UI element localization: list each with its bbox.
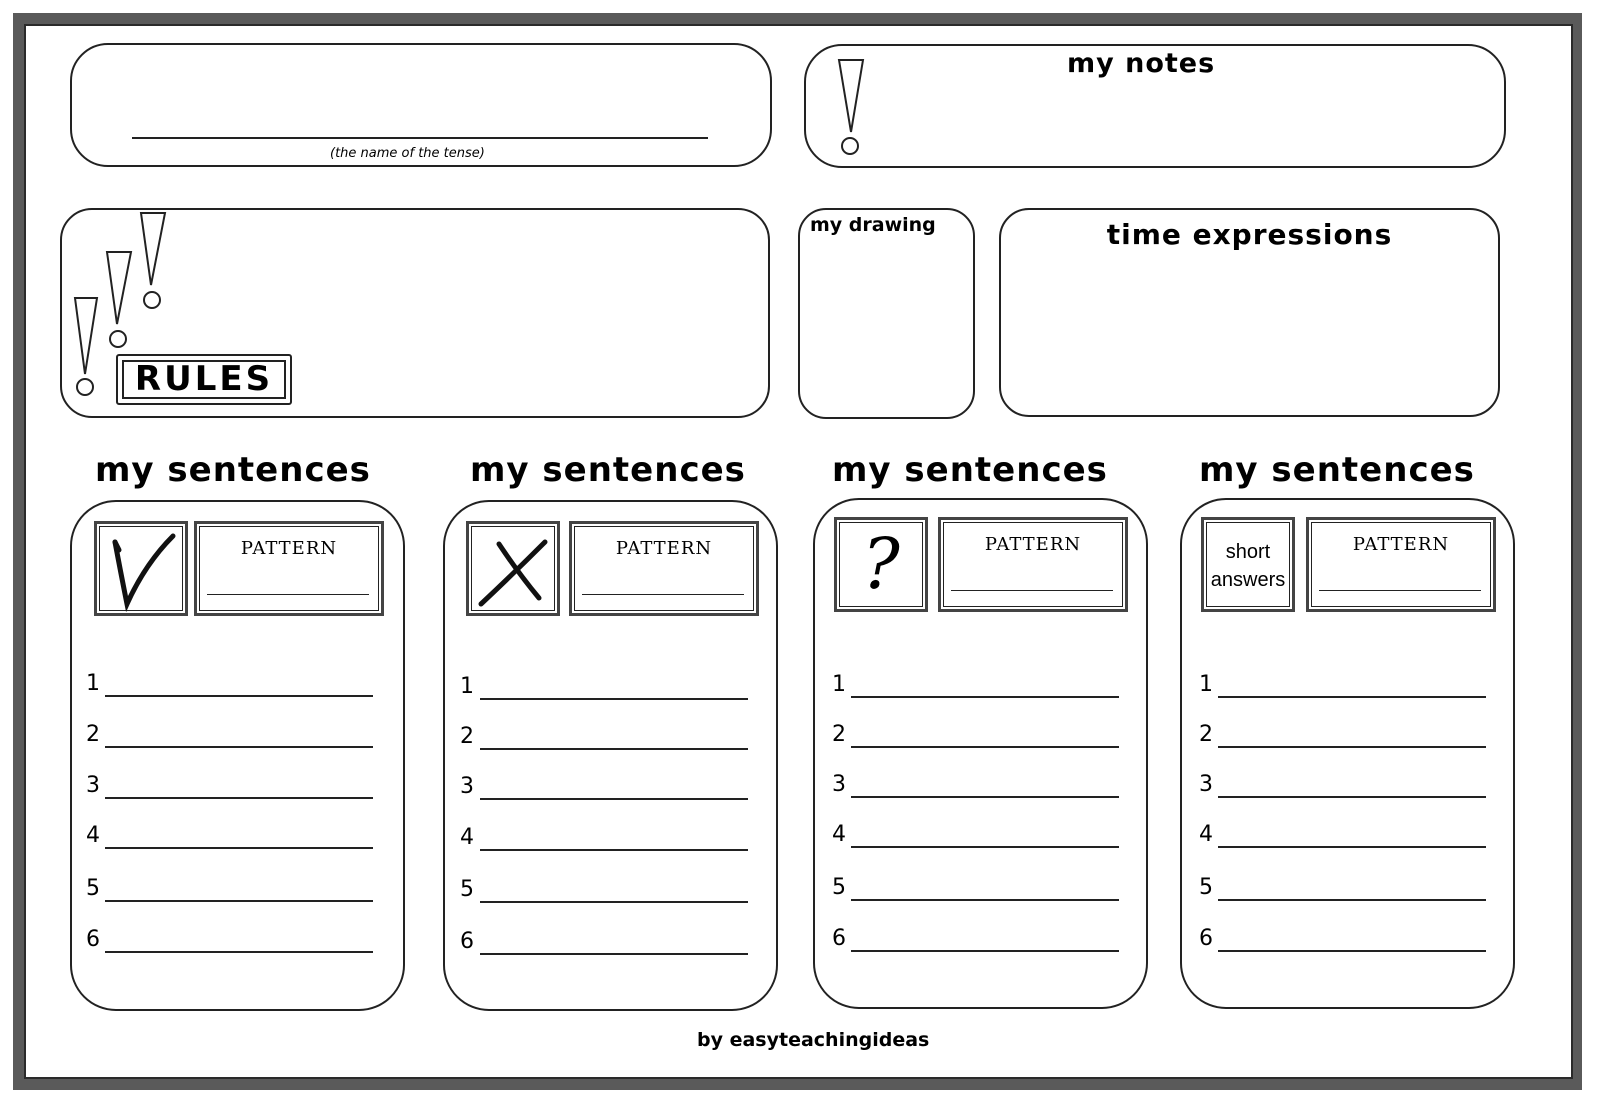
line-number: 6 xyxy=(1199,926,1213,951)
line-number: 4 xyxy=(86,823,100,848)
tense-name-box xyxy=(70,43,772,167)
pattern-line[interactable] xyxy=(207,594,369,595)
sentences-heading: my sentences xyxy=(470,450,746,490)
sentence-line[interactable] xyxy=(851,899,1119,901)
line-number: 3 xyxy=(832,772,846,797)
exclamation-icon xyxy=(72,296,102,400)
sentence-line[interactable] xyxy=(480,849,748,851)
exclamation-icon xyxy=(104,250,134,350)
time-expressions-box[interactable] xyxy=(999,208,1500,417)
exclamation-icon xyxy=(138,211,168,311)
sentence-line[interactable] xyxy=(105,951,373,953)
sentence-line[interactable] xyxy=(480,748,748,750)
rules-label-frame xyxy=(116,354,292,405)
pattern-label: PATTERN xyxy=(615,538,713,559)
sentence-line[interactable] xyxy=(1218,746,1486,748)
short-answers-label: short answers xyxy=(1210,541,1286,591)
pattern-box[interactable] xyxy=(938,517,1128,612)
line-number: 6 xyxy=(460,929,474,954)
sentence-line[interactable] xyxy=(480,901,748,903)
short-answers-box xyxy=(1201,517,1295,612)
line-number: 1 xyxy=(1199,672,1213,697)
line-number: 3 xyxy=(460,774,474,799)
pattern-label: PATTERN xyxy=(240,538,338,559)
exclamation-icon xyxy=(836,58,866,158)
line-number: 5 xyxy=(460,877,474,902)
sentence-line[interactable] xyxy=(105,746,373,748)
pattern-box[interactable] xyxy=(194,521,384,616)
tense-name-line[interactable] xyxy=(132,137,708,139)
line-number: 3 xyxy=(86,773,100,798)
sentence-line[interactable] xyxy=(1218,846,1486,848)
sentence-line[interactable] xyxy=(851,950,1119,952)
sentence-line[interactable] xyxy=(480,953,748,955)
line-number: 4 xyxy=(832,822,846,847)
line-number: 3 xyxy=(1199,772,1213,797)
sentence-line[interactable] xyxy=(851,696,1119,698)
question-mark-text: ? xyxy=(862,523,900,605)
sentences-heading: my sentences xyxy=(832,450,1108,490)
line-number: 4 xyxy=(1199,822,1213,847)
pattern-label: PATTERN xyxy=(984,534,1082,555)
time-expressions-title: time expressions xyxy=(1106,218,1393,251)
line-number: 4 xyxy=(460,825,474,850)
rules-label: RULES xyxy=(134,359,274,399)
sentence-line[interactable] xyxy=(1218,696,1486,698)
tense-name-caption: (the name of the tense) xyxy=(330,146,485,161)
sentence-line[interactable] xyxy=(105,695,373,697)
sentence-line[interactable] xyxy=(1218,796,1486,798)
line-number: 2 xyxy=(460,724,474,749)
sentences-heading: my sentences xyxy=(95,450,371,490)
drawing-title: my drawing xyxy=(810,214,936,236)
sentence-line[interactable] xyxy=(851,746,1119,748)
pattern-label: PATTERN xyxy=(1352,534,1450,555)
sentence-line[interactable] xyxy=(480,798,748,800)
sentence-line[interactable] xyxy=(1218,950,1486,952)
sentence-line[interactable] xyxy=(105,797,373,799)
question-mark-icon xyxy=(834,517,928,612)
line-number: 1 xyxy=(460,674,474,699)
line-number: 2 xyxy=(1199,722,1213,747)
line-number: 6 xyxy=(86,927,100,952)
pattern-box[interactable] xyxy=(569,521,759,616)
sentence-line[interactable] xyxy=(105,847,373,849)
line-number: 5 xyxy=(86,876,100,901)
cross-mark-icon xyxy=(466,521,560,616)
sentence-line[interactable] xyxy=(480,698,748,700)
sentences-heading: my sentences xyxy=(1199,450,1475,490)
line-number: 6 xyxy=(832,926,846,951)
sentence-line[interactable] xyxy=(851,846,1119,848)
line-number: 2 xyxy=(86,722,100,747)
pattern-line[interactable] xyxy=(1319,590,1481,591)
line-number: 1 xyxy=(832,672,846,697)
drawing-box[interactable] xyxy=(798,208,975,419)
line-number: 1 xyxy=(86,671,100,696)
line-number: 5 xyxy=(832,875,846,900)
pattern-line[interactable] xyxy=(582,594,744,595)
pattern-box[interactable] xyxy=(1306,517,1496,612)
footer-credit: by easyteachingideas xyxy=(697,1029,930,1051)
notes-title: my notes xyxy=(1067,48,1216,79)
sentence-line[interactable] xyxy=(105,900,373,902)
notes-box xyxy=(804,44,1506,168)
sentence-line[interactable] xyxy=(1218,899,1486,901)
rules-box xyxy=(60,208,770,418)
line-number: 5 xyxy=(1199,875,1213,900)
check-mark-icon xyxy=(94,521,188,616)
line-number: 2 xyxy=(832,722,846,747)
pattern-line[interactable] xyxy=(951,590,1113,591)
sentence-line[interactable] xyxy=(851,796,1119,798)
